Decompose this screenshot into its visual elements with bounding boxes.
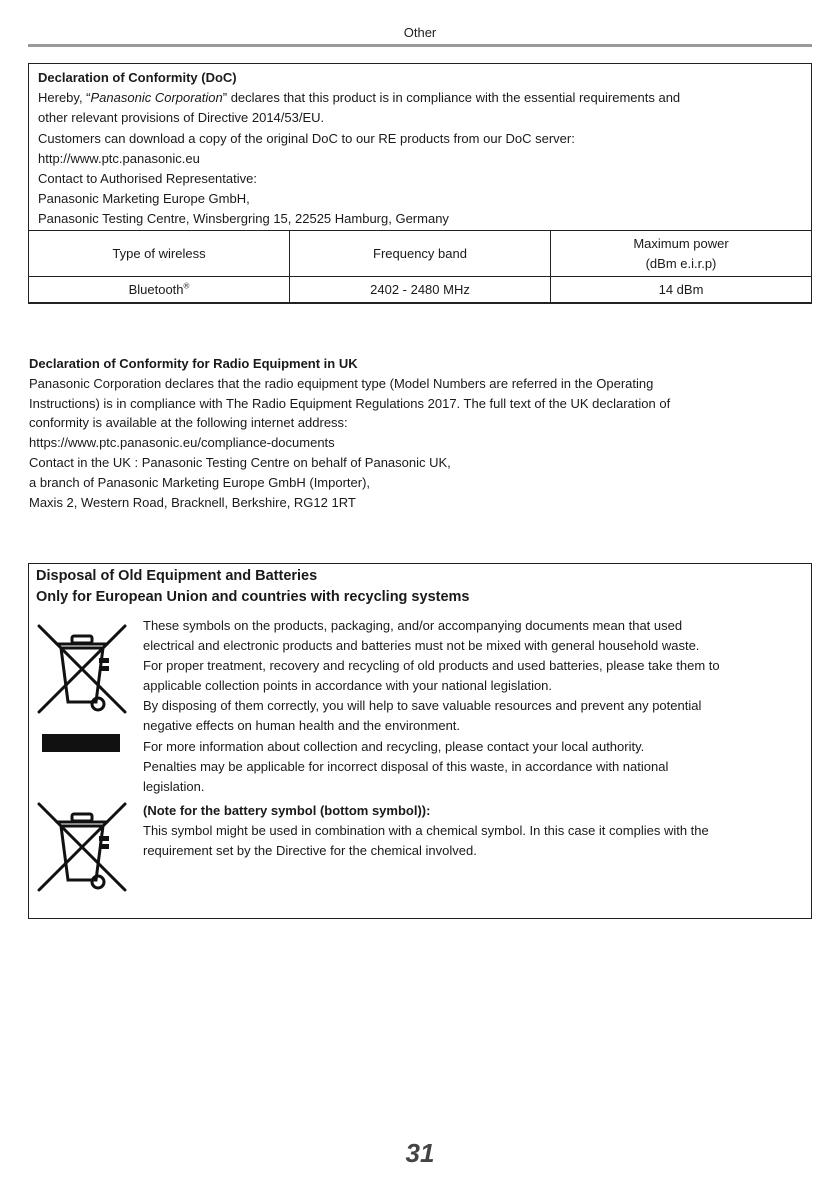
disposal-title [36, 566, 469, 608]
header-power [551, 231, 812, 277]
cell-band: 2402 - 2480 MHz [290, 277, 551, 303]
uk-line-2: Instructions) is in compliance with The Radio Equipment Regulations 2017. The full text of the UK declaration of [29, 395, 671, 411]
battery-note-heading: (Note for the battery symbol (bottom symbol)): [143, 802, 431, 818]
doc-line-2: other relevant provisions of Directive 2014/53/EU. [38, 110, 325, 126]
disposal-line: For more information about collection and recycling, please contact your local authority. [143, 738, 645, 754]
disposal-line: applicable collection points in accordance with your national legislation. [143, 678, 553, 694]
company-name: Panasonic Corporation [90, 90, 223, 106]
disposal-text [143, 616, 807, 861]
disposal-line: For proper treatment, recovery and recycling of old products and used batteries, please take them to [143, 658, 720, 674]
wireless-table [28, 230, 812, 303]
uk-line-5: Contact in the UK : Panasonic Testing Centre on behalf of Panasonic UK, [29, 454, 451, 470]
cell-type [29, 277, 290, 303]
uk-section [29, 354, 799, 512]
battery-note-line: This symbol might be used in combination with a chemical symbol. In this case it complies with the [143, 822, 709, 838]
table-row [29, 277, 812, 303]
uk-url[interactable]: https://www.ptc.panasonic.eu/compliance-documents [29, 435, 335, 451]
disposal-line: Penalties may be applicable for incorrect disposal of this waste, in accordance with national [143, 758, 669, 774]
uk-line-3: conformity is available at the following internet address: [29, 415, 348, 431]
disposal-line: These symbols on the products, packaging, and/or accompanying documents mean that used [143, 618, 683, 633]
page-header-title: Other [403, 25, 437, 40]
uk-line-7: Maxis 2, Western Road, Bracknell, Berkshire, RG12 1RT [29, 494, 356, 510]
disposal-title-1: Disposal of Old Equipment and Batteries [36, 568, 318, 584]
header-power-unit: (dBm e.i.r.p) [645, 255, 717, 271]
disposal-line: legislation. [143, 778, 205, 794]
table-header-row [29, 231, 812, 277]
disposal-line: By disposing of them correctly, you will help to save valuable resources and prevent any potential [143, 698, 702, 714]
header-type: Type of wireless [29, 231, 290, 277]
header-band: Frequency band [290, 231, 551, 277]
page-number: 31 [405, 1138, 435, 1168]
uk-line-1: Panasonic Corporation declares that the radio equipment type (Model Numbers are referred in the Operating [29, 375, 654, 391]
doc-line-1 [38, 88, 802, 108]
solid-bar-symbol [42, 734, 120, 752]
uk-line-6: a branch of Panasonic Marketing Europe GmbH (Importer), [29, 474, 371, 490]
crossed-bin-icon [35, 620, 131, 716]
doc-line-1-post: ” declares that this product is in compliance with the essential requirements and [222, 90, 681, 106]
header-power-label: Maximum power [633, 235, 729, 251]
battery-note-line: requirement set by the Directive for the chemical involved. [143, 843, 477, 859]
battery-crossed-bin-icon [35, 798, 131, 894]
doc-line-5: Contact to Authorised Representative: [38, 171, 257, 187]
disposal-title-2: Only for European Union and countries with recycling systems [36, 589, 470, 605]
registered-mark: ® [183, 281, 190, 291]
doc-line-6: Panasonic Marketing Europe GmbH, [38, 191, 250, 207]
doc-line-7: Panasonic Testing Centre, Winsbergring 15, 22525 Hamburg, Germany [38, 211, 449, 227]
header-divider [28, 44, 812, 47]
cell-power: 14 dBm [551, 277, 812, 303]
doc-line-1-pre: Hereby, “ [38, 90, 91, 106]
uk-heading: Declaration of Conformity for Radio Equipment in UK [29, 356, 358, 371]
doc-text [38, 68, 802, 230]
disposal-line: negative effects on human health and the environment. [143, 718, 461, 734]
disposal-section [28, 563, 812, 919]
cell-type-text: Bluetooth [128, 282, 184, 297]
doc-line-3: Customers can download a copy of the original DoC to our RE products from our DoC server: [38, 130, 575, 146]
doc-heading: Declaration of Conformity (DoC) [38, 70, 237, 85]
doc-section [28, 63, 812, 304]
disposal-line: electrical and electronic products and batteries must not be mixed with general household waste. [143, 638, 700, 654]
doc-url[interactable]: http://www.ptc.panasonic.eu [38, 150, 200, 166]
